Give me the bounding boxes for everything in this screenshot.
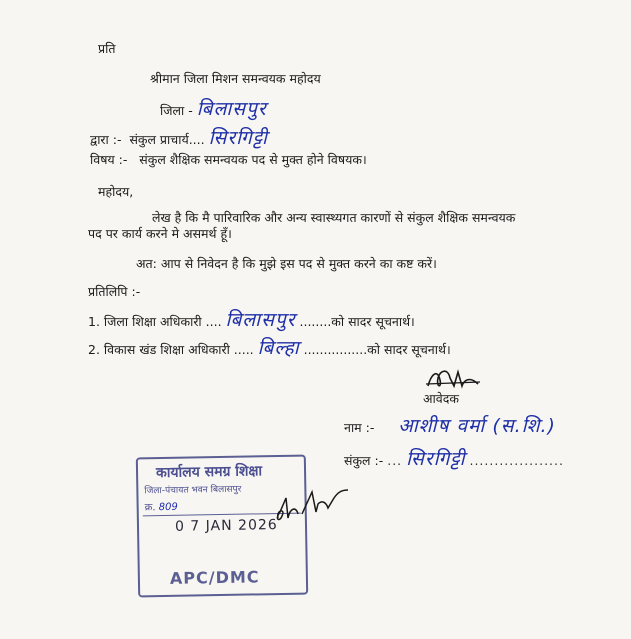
receiver-signature [272,484,352,524]
salutation: महोदय, [98,184,134,199]
stamp-address: जिला-पंचायत भवन बिलासपुर [144,484,242,497]
name-value: आशीष वर्मा (स.शि.) [398,415,556,437]
stamp-number [145,499,178,514]
sankul-dots-prefix: ... [387,453,403,468]
copy-item-1 [88,306,415,332]
copy-item-2 [88,334,451,360]
stamp-code: APC/DMC [169,567,260,588]
subject-label: विषय :- [90,152,128,167]
copy1-value: बिलासपुर [225,309,296,331]
body-line-1: लेख है कि मै पारिवारिक और अन्य स्वास्थ्यगत कारणों से संकुल शैक्षिक समन्वयक [152,210,516,225]
copy2-suffix: ................को सादर सूचनार्थ। [303,342,451,357]
request-line: अत: आप से निवेदन है कि मुझे इस पद से मुक्त करने का कष्ट करें। [136,256,437,271]
sankul-value: सिरगिट्टी [406,448,466,470]
applicant-label: आवेदक [423,391,459,406]
copy1-suffix: ........को सादर सूचनार्थ। [299,314,415,329]
via-line [90,124,268,150]
sankul-line [344,445,564,471]
via-value: सिरगिट्टी [208,127,268,149]
via-text: संकुल प्राचार्य.... [129,132,205,147]
applicant-signature [424,366,482,392]
prati-label: प्रति [98,41,116,56]
subject-line [90,151,367,168]
addressee: श्रीमान जिला मिशन समन्वयक महोदय [150,71,321,86]
stamp-number-label: क्र. [144,502,156,514]
office-stamp [136,455,308,598]
via-label: द्वारा :- [90,132,122,147]
subject-text: संकुल शैक्षिक समन्वयक पद से मुक्त होने विषयक। [139,152,367,167]
district-line [160,95,267,121]
copy2-value: बिल्हा [257,337,300,359]
copy2-prefix: 2. विकास खंड शिक्षा अधिकारी ..... [88,342,254,357]
stamp-date: 0 7 JAN 2026 [174,517,278,535]
stamp-number-value: 809 [158,501,178,514]
stamp-office: कार्यालय समग्र शिक्षा [155,463,263,482]
district-value: बिलासपुर [196,98,267,120]
sankul-label: संकुल :- [344,453,384,468]
district-label: जिला - [160,103,193,118]
copy1-prefix: 1. जिला शिक्षा अधिकारी .... [88,314,222,329]
body-line-2: पद पर कार्य करने मे असमर्थ हूँ। [88,226,232,241]
sankul-dots: ................... [469,453,564,468]
copy-label: प्रतिलिपि :- [88,284,141,299]
name-label: नाम :- [344,420,375,435]
name-line [344,412,556,438]
